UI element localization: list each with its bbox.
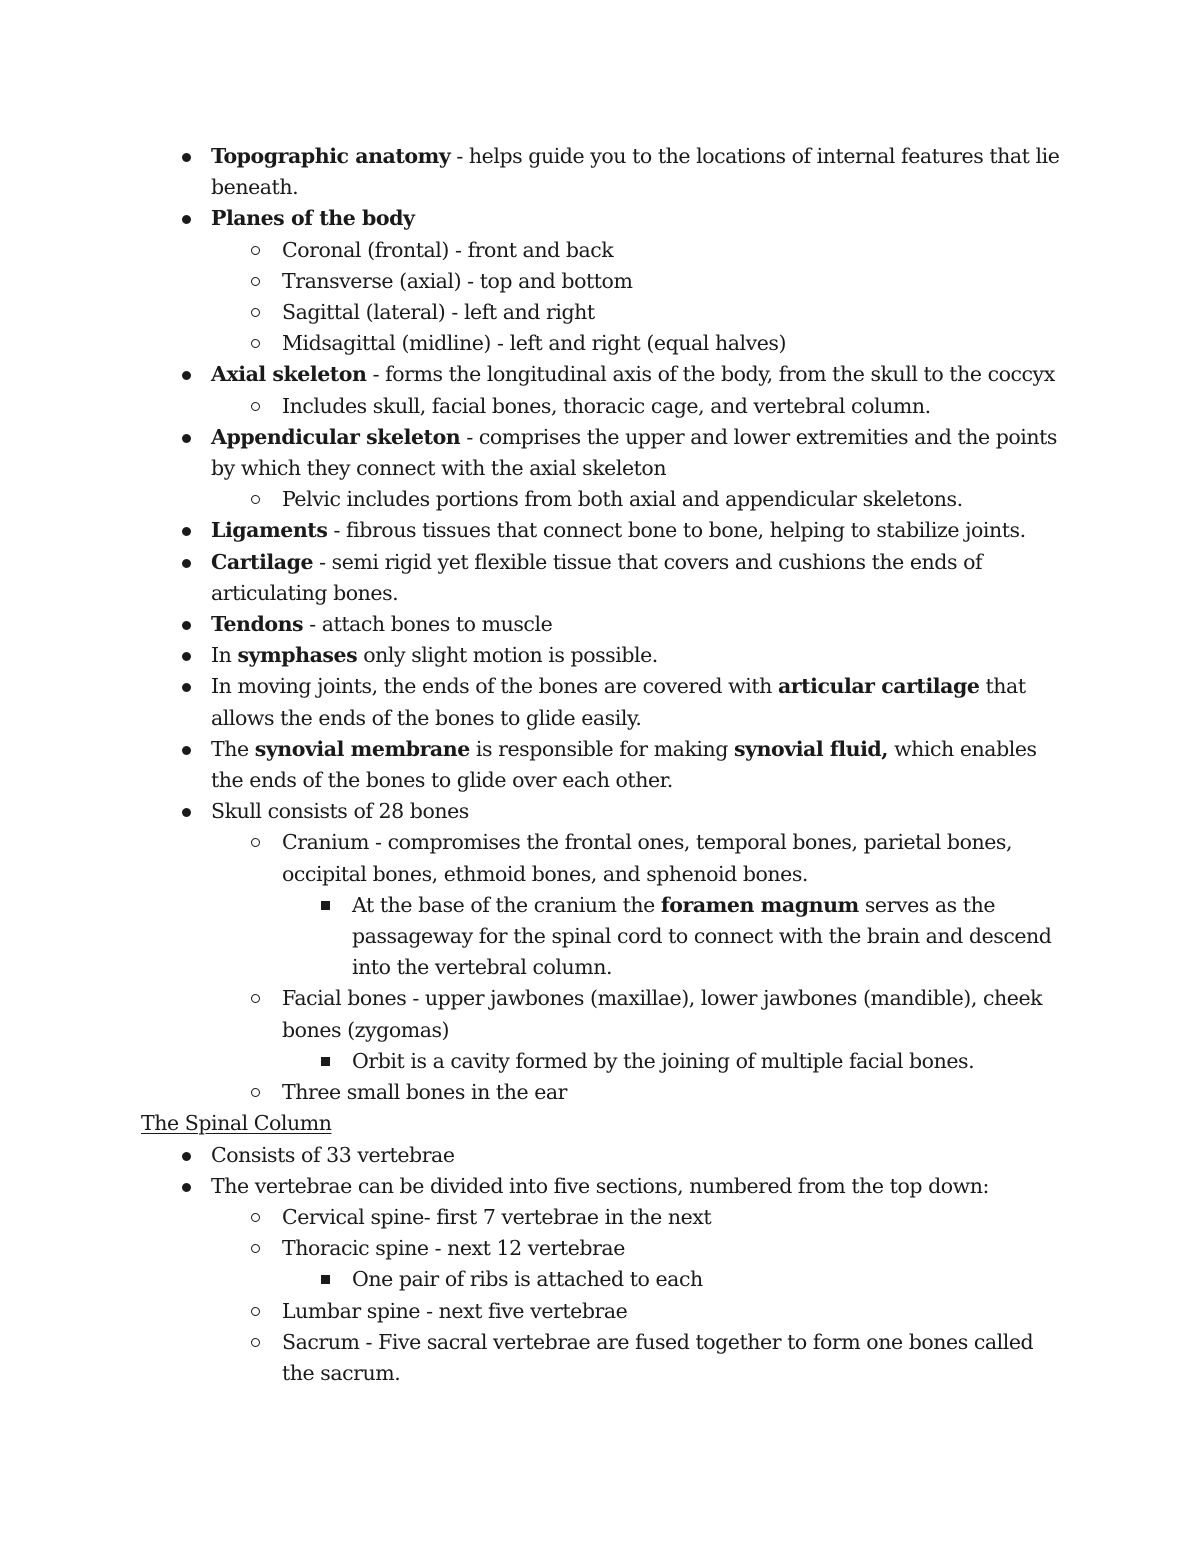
circle-bullet-icon [251, 1307, 260, 1316]
sublist [141, 1202, 1061, 1389]
bullet-icon [182, 371, 191, 380]
list-item: Includes skull, facial bones, thoracic cage, and vertebral column. [141, 391, 1061, 422]
square-bullet-icon [321, 901, 330, 910]
circle-bullet-icon [251, 495, 260, 504]
circle-bullet-icon [251, 838, 260, 847]
list-item: Orbit is a cavity formed by the joining of multiple facial bones. [141, 1046, 1061, 1077]
list-item: Sacrum - Five sacral vertebrae are fused together to form one bones called the sacrum. [141, 1327, 1061, 1389]
list-item: Three small bones in the ear [141, 1077, 1061, 1108]
bullet-icon [182, 215, 191, 224]
list-item: Planes of the body Coronal (frontal) - front and back Transverse (axial) - top and bottom Sagittal (lateral) - left and right Midsagittal (midline) - left and right (equal halves) [141, 203, 1061, 359]
list-item: The synovial membrane is responsible for making synovial fluid, which enables the ends of the bones to glide over each other. [141, 734, 1061, 796]
list-item: At the base of the cranium the foramen magnum serves as the passageway for the spinal cord to connect with the brain and descend into the vertebral column. [141, 890, 1061, 984]
list-item: Coronal (frontal) - front and back [141, 235, 1061, 266]
circle-bullet-icon [251, 277, 260, 286]
bullet-icon [182, 1152, 191, 1161]
list-item: Topographic anatomy - helps guide you to the locations of internal features that lie beneath. [141, 141, 1061, 203]
sublist [141, 1264, 1061, 1295]
sublist [141, 827, 1061, 1108]
bullet-icon [182, 746, 191, 755]
circle-bullet-icon [251, 1338, 260, 1347]
list-item: Tendons - attach bones to muscle [141, 609, 1061, 640]
bullet-icon [182, 559, 191, 568]
sublist [141, 391, 1061, 422]
list-item: Appendicular skeleton - comprises the upper and lower extremities and the points by which they connect with the axial skeleton Pelvic includes portions from both axial and appendicular skeletons. [141, 422, 1061, 516]
list-item: Axial skeleton - forms the longitudinal axis of the body, from the skull to the coccyx Includes skull, facial bones, thoracic cage, and vertebral column. [141, 359, 1061, 421]
circle-bullet-icon [251, 1213, 260, 1222]
sublist [141, 1046, 1061, 1077]
list-item: Consists of 33 vertebrae [141, 1140, 1061, 1171]
circle-bullet-icon [251, 994, 260, 1003]
list-item: Midsagittal (midline) - left and right (equal halves) [141, 328, 1061, 359]
bullet-icon [182, 527, 191, 536]
list-item: The vertebrae can be divided into five sections, numbered from the top down: Cervical spine- first 7 vertebrae in the next Thoracic spine - next 12 vertebrae One pair of ribs is attached to each Lumbar spine - next five vertebrae Sacrum - Five sacral vertebrae are fused together to form one bones called the sacrum. [141, 1171, 1061, 1389]
bullet-icon [182, 683, 191, 692]
bullet-icon [182, 652, 191, 661]
list-item: Ligaments - fibrous tissues that connect bone to bone, helping to stabilize joints. [141, 515, 1061, 546]
list-item: One pair of ribs is attached to each [141, 1264, 1061, 1295]
square-bullet-icon [321, 1057, 330, 1066]
list-item: Skull consists of 28 bones Cranium - compromises the frontal ones, temporal bones, parietal bones, occipital bones, ethmoid bones, and sphenoid bones. At the base of the cranium the foramen magnum serves as the passageway for the spinal cord to connect with the brain and descend into the vertebral column. Facial bones - upper jawbones (maxillae), lower jawbones (mandible), cheek bones (zygomas) Orbit is a cavity formed by the joining of multiple facial bones. Three small bones in the ear [141, 796, 1061, 1108]
sublist [141, 484, 1061, 515]
list-item: Transverse (axial) - top and bottom [141, 266, 1061, 297]
bullet-icon [182, 621, 191, 630]
sublist [141, 235, 1061, 360]
spinal-list [141, 1140, 1061, 1390]
list-item: Sagittal (lateral) - left and right [141, 297, 1061, 328]
list-item: Cartilage - semi rigid yet flexible tissue that covers and cushions the ends of articulating bones. [141, 547, 1061, 609]
list-item: Cranium - compromises the frontal ones, temporal bones, parietal bones, occipital bones, ethmoid bones, and sphenoid bones. At the base of the cranium the foramen magnum serves as the passageway for the spinal cord to connect with the brain and descend into the vertebral column. [141, 827, 1061, 983]
bullet-icon [182, 153, 191, 162]
circle-bullet-icon [251, 402, 260, 411]
section-heading: The Spinal Column [141, 1111, 332, 1136]
bullet-icon [182, 434, 191, 443]
list-item: Thoracic spine - next 12 vertebrae One pair of ribs is attached to each [141, 1233, 1061, 1295]
list-item: In symphases only slight motion is possible. [141, 640, 1061, 671]
circle-bullet-icon [251, 339, 260, 348]
circle-bullet-icon [251, 308, 260, 317]
circle-bullet-icon [251, 1088, 260, 1097]
bullet-icon [182, 1183, 191, 1192]
document-page [141, 141, 1061, 1389]
circle-bullet-icon [251, 1244, 260, 1253]
list-item: Pelvic includes portions from both axial and appendicular skeletons. [141, 484, 1061, 515]
bullet-icon [182, 808, 191, 817]
square-bullet-icon [321, 1275, 330, 1284]
notes-list [141, 141, 1061, 1108]
list-item: Facial bones - upper jawbones (maxillae), lower jawbones (mandible), cheek bones (zygomas) Orbit is a cavity formed by the joining of multiple facial bones. [141, 983, 1061, 1077]
list-item: Cervical spine- first 7 vertebrae in the next [141, 1202, 1061, 1233]
list-item: In moving joints, the ends of the bones are covered with articular cartilage that allows the ends of the bones to glide easily. [141, 671, 1061, 733]
circle-bullet-icon [251, 246, 260, 255]
sublist [141, 890, 1061, 984]
list-item: Lumbar spine - next five vertebrae [141, 1296, 1061, 1327]
